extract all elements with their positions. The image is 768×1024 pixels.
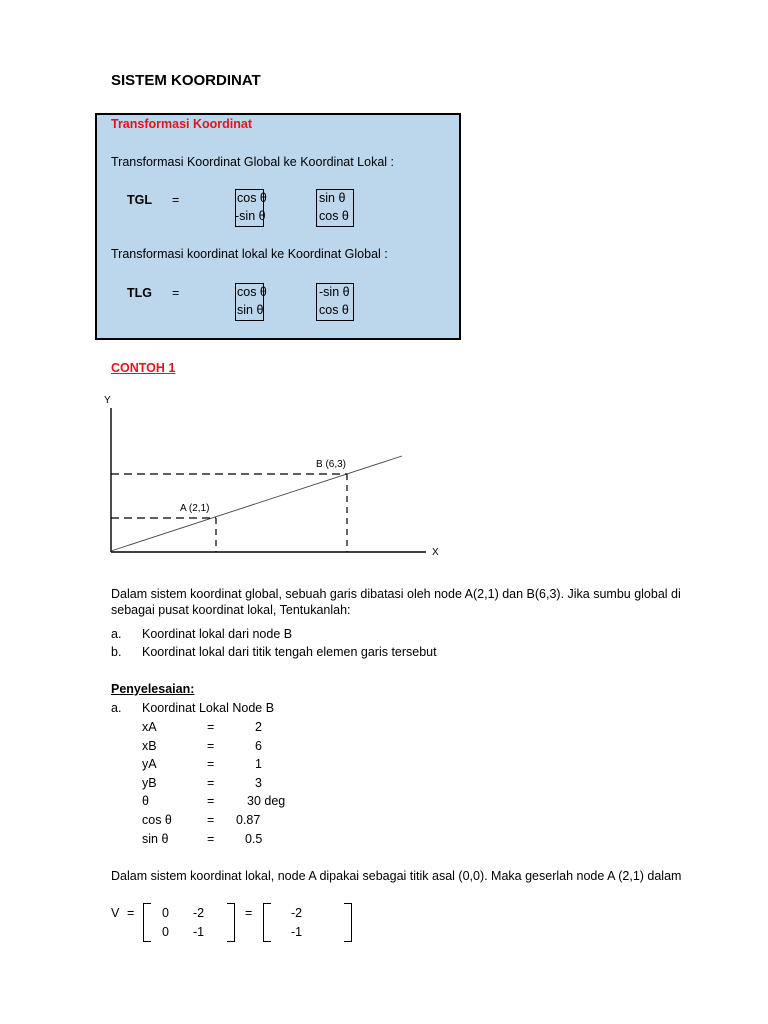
result-matrix-left-bracket (263, 903, 271, 942)
solution-row-equals: = (207, 738, 215, 753)
tlg-m22: cos θ (319, 303, 349, 317)
solution-row-equals: = (207, 720, 215, 734)
problem-line-1: Dalam sistem koordinat global, sebuah garis dibatasi oleh node A(2,1) dan B(6,3). Jika sumbu global di (111, 587, 681, 601)
transform-heading: Transformasi Koordinat (111, 117, 252, 131)
tlg-m11: cos θ (237, 285, 267, 299)
v-m12: -2 (193, 906, 205, 920)
solution-row-name: sin θ (142, 831, 169, 846)
shift-text: Dalam sistem koordinat lokal, node A dipakai sebagai titik asal (0,0). Maka geserlah node A (2,1) dalam (111, 869, 682, 883)
y-axis-label: Y (104, 395, 111, 406)
v-m22: -1 (193, 925, 205, 939)
solution-part-a-title: Koordinat Lokal Node B (142, 701, 275, 715)
tgl-m12: sin θ (319, 191, 346, 205)
solution-row-equals: = (207, 794, 215, 809)
solution-row-name: xB (142, 738, 157, 753)
v-matrix-left-bracket (143, 903, 151, 942)
problem-item-b-text: Koordinat lokal dari titik tengah elemen garis tersebut (142, 645, 437, 659)
v-label: V (111, 906, 120, 920)
v-equals-1: = (127, 906, 135, 920)
solution-row-value: 3 (255, 775, 262, 790)
solution-row-value: 2 (255, 720, 262, 734)
solution-row-equals: = (207, 775, 215, 790)
solution-row-equals: = (207, 757, 215, 772)
solution-row-name: cos θ (142, 813, 172, 827)
v-m11: 0 (162, 906, 169, 920)
v-equals-2: = (245, 906, 253, 920)
x-axis-label: X (432, 547, 439, 558)
problem-item-a-text: Koordinat lokal dari node B (142, 627, 293, 641)
result-matrix-right-bracket (344, 903, 352, 942)
global-to-local-label: Transformasi Koordinat Global ke Koordinat Lokal : (111, 155, 395, 169)
solution-part-a-marker: a. (111, 701, 122, 715)
v-matrix-right-bracket (227, 903, 235, 942)
solution-row-name: yB (142, 775, 157, 790)
tgl-equals: = (172, 193, 180, 207)
local-to-global-label: Transformasi koordinat lokal ke Koordinat Global : (111, 247, 388, 261)
result-m1: -2 (291, 906, 303, 920)
point-b-label: B (6,3) (316, 459, 347, 470)
example-heading: CONTOH 1 (111, 361, 176, 375)
solution-row-value: 0.87 (236, 813, 261, 827)
tlg-m21: sin θ (237, 303, 264, 317)
tgl-m21: -sin θ (235, 209, 266, 223)
tgl-name: TGL (127, 193, 152, 207)
tgl-m11: cos θ (237, 191, 267, 205)
solution-heading: Penyelesaian: (111, 682, 195, 696)
tlg-equals: = (172, 286, 180, 300)
solution-row-name: θ (142, 794, 149, 809)
point-a-label: A (2,1) (180, 503, 210, 514)
result-m2: -1 (291, 925, 303, 939)
solution-row-value: 6 (255, 738, 262, 753)
element-line (111, 456, 402, 551)
solution-row-equals: = (207, 831, 215, 846)
tlg-name: TLG (127, 286, 152, 300)
tgl-m22: cos θ (319, 209, 349, 223)
page-title: SISTEM KOORDINAT (111, 72, 261, 89)
v-m21: 0 (162, 925, 169, 939)
solution-row-name: xA (142, 720, 157, 734)
problem-item-b-marker: b. (111, 645, 122, 659)
solution-row-value: 1 (255, 757, 262, 772)
solution-row-value: 0.5 (245, 831, 263, 846)
solution-row-equals: = (207, 813, 215, 827)
solution-row-name: yA (142, 757, 157, 772)
problem-item-a-marker: a. (111, 627, 122, 641)
problem-line-2: sebagai pusat koordinat lokal, Tentukanlah: (111, 603, 351, 617)
tlg-m12: -sin θ (319, 285, 350, 299)
solution-row-value: 30 deg (247, 794, 286, 809)
